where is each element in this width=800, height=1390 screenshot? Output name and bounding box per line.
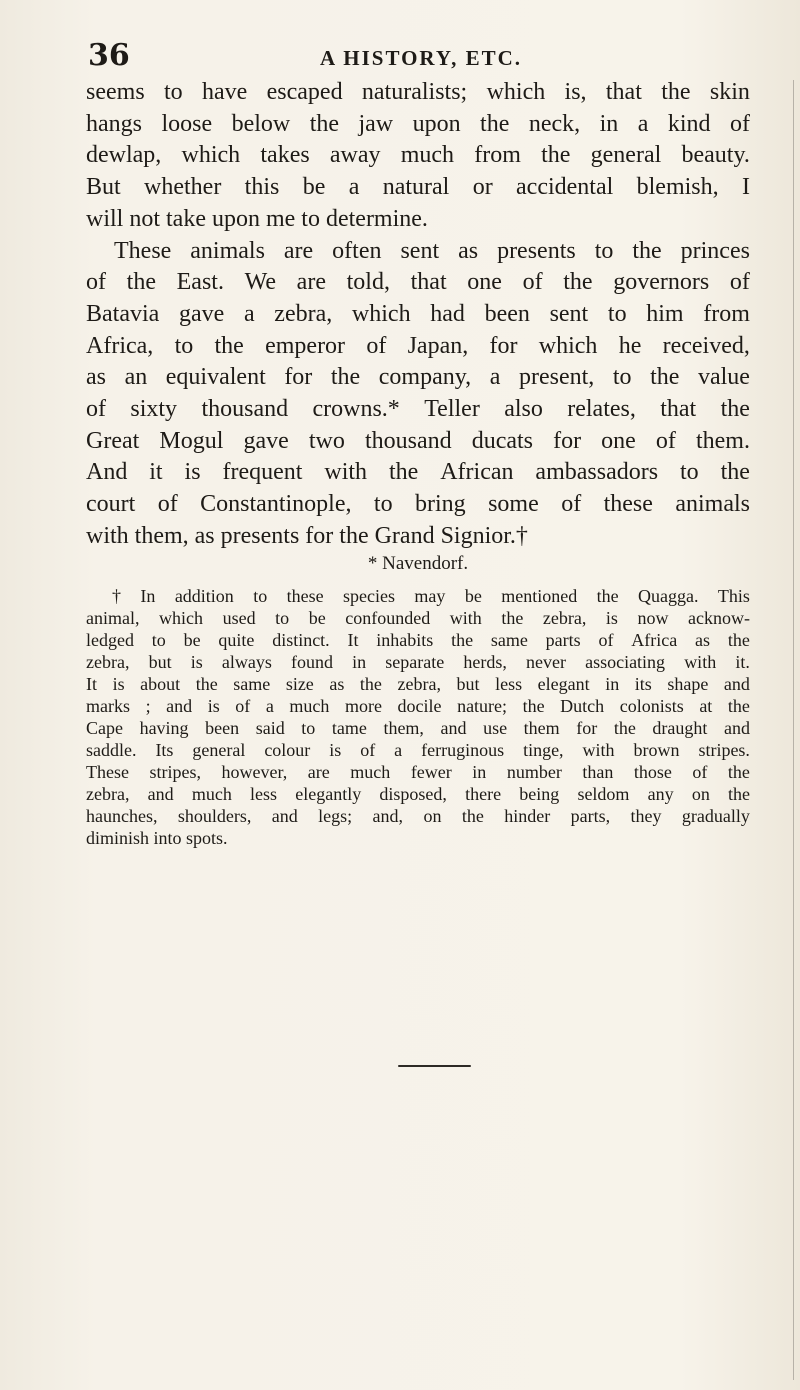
- text-line: court of Constantinople, to bring some of these animals: [86, 491, 750, 518]
- text-line: of sixty thousand crowns.* Teller also relates, that the: [86, 396, 750, 423]
- footnote-line: These stripes, however, are much fewer in number than those of the: [86, 762, 750, 782]
- footnote-line: diminish into spots.: [86, 828, 228, 848]
- footnote-line: It is about the same size as the zebra, but less elegant in its shape and: [86, 674, 750, 694]
- footnote-line: marks ; and is of a much more docile nature; the Dutch colonists at the: [86, 696, 750, 716]
- page-edge-line: [793, 80, 794, 1380]
- text-line: And it is frequent with the African ambassadors to the: [86, 459, 750, 486]
- text-line: with them, as presents for the Grand Signior.†: [86, 522, 528, 549]
- text-line: Batavia gave a zebra, which had been sent to him from: [86, 300, 750, 327]
- text-line: as an equivalent for the company, a present, to the value: [86, 364, 750, 391]
- running-head: A HISTORY, ETC.: [320, 46, 522, 70]
- text-line: These animals are often sent as presents to the princes: [114, 237, 750, 264]
- footnotes: [86, 553, 750, 849]
- footnote-line: animal, which used to be confounded with the zebra, is now acknow-: [86, 608, 750, 628]
- footnote-line: zebra, but is always found in separate herds, never associating with it.: [86, 652, 750, 672]
- footnote-star: * Navendorf.: [367, 553, 469, 574]
- page-header: [88, 38, 738, 78]
- text-line: seems to have escaped naturalists; which is, that the skin: [86, 79, 750, 105]
- text-line: dewlap, which takes away much from the general beauty.: [86, 142, 750, 169]
- text-line: of the East. We are told, that one of the governors of: [86, 269, 750, 296]
- text-line: Great Mogul gave two thousand ducats for one of them.: [86, 427, 750, 454]
- footnote-line: ledged to be quite distinct. It inhabits the same parts of Africa as the: [86, 630, 750, 650]
- footnote-line: saddle. Its general colour is of a ferruginous tinge, with brown stripes.: [86, 740, 750, 760]
- text-line: Africa, to the emperor of Japan, for which he received,: [86, 332, 750, 359]
- footnote-line: † In addition to these species may be mentioned the Quagga. This: [112, 586, 750, 606]
- text-line: hangs loose below the jaw upon the neck, in a kind of: [86, 110, 750, 137]
- footnote-line: Cape having been said to tame them, and use them for the draught and: [86, 718, 750, 738]
- footnote-line: zebra, and much less elegantly disposed, there being seldom any on the: [86, 784, 750, 804]
- decorative-rule: [398, 1065, 471, 1067]
- text-line: will not take upon me to determine.: [86, 205, 428, 232]
- page-number: 36: [88, 38, 130, 73]
- footnote-line: haunches, shoulders, and legs; and, on the hinder parts, they gradually: [86, 806, 750, 826]
- main-text: [86, 77, 750, 553]
- text-line: But whether this be a natural or accidental blemish, I: [86, 174, 750, 201]
